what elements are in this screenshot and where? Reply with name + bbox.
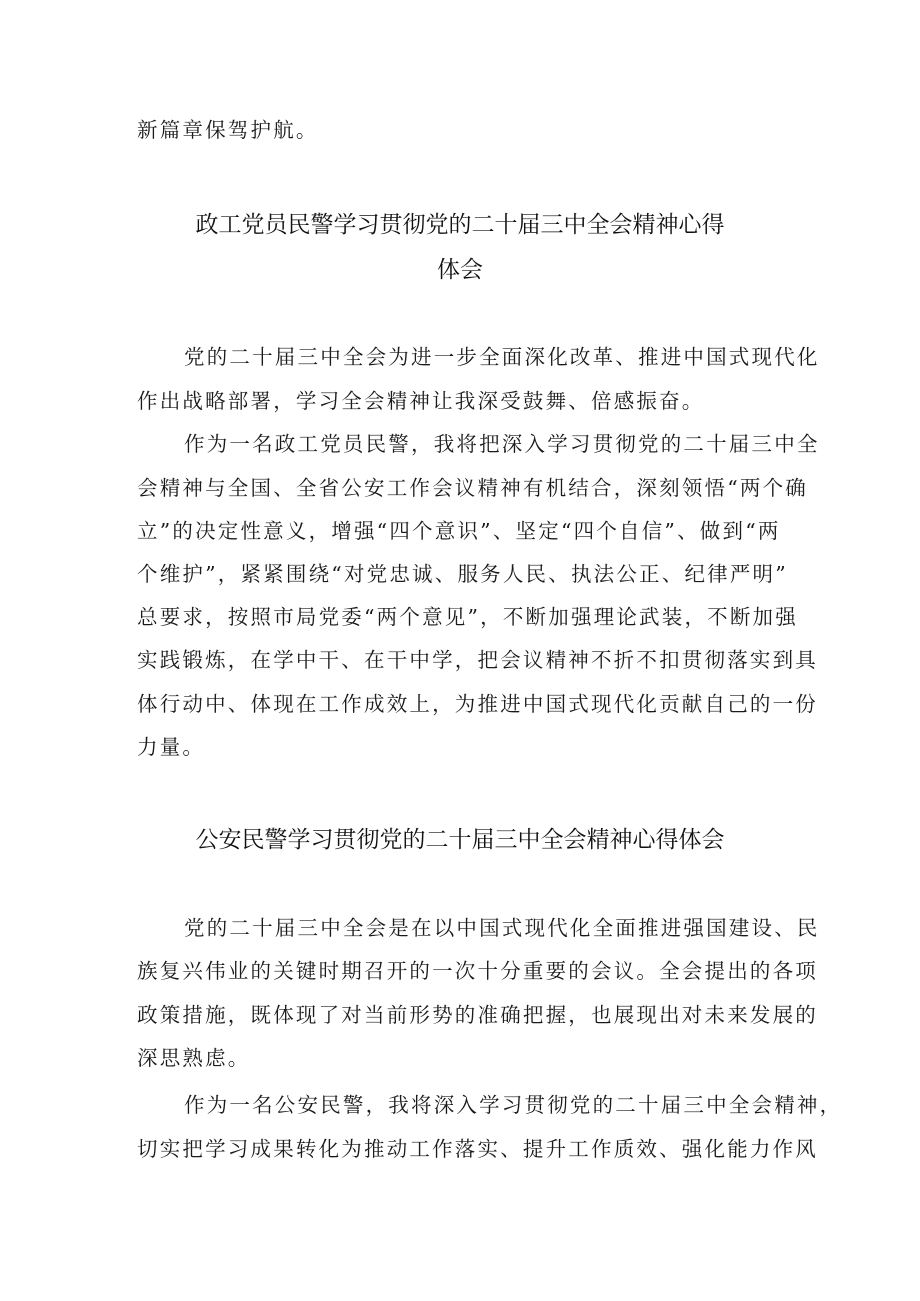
article2-para2-line: 切实把学习成果转化为推动工作落实、提升工作质效、强化能力作风 — [137, 1137, 818, 1161]
article1-para1-line: 作出战略部署，学习全会精神让我深受鼓舞、倍感振奋。 — [137, 389, 705, 413]
article1-para2-line: 会精神与全国、全省公安工作会议精神有机结合，深刻领悟“两个确 — [137, 476, 808, 500]
article1-title-line2: 体会 — [437, 257, 483, 283]
article2-title: 公安民警学习贯彻党的二十届三中全会精神心得体会 — [195, 827, 725, 853]
article1-title-line1: 政工党员民警学习贯彻党的二十届三中全会精神心得 — [195, 212, 725, 238]
article1-para2-line: 体行动中、体现在工作成效上，为推进中国式现代化贡献自己的一份 — [137, 692, 818, 716]
article1-para1-line: 党的二十届三中全会为进一步全面深化改革、推进中国式现代化 — [184, 345, 820, 369]
article2-para1-line: 政策措施，既体现了对当前形势的准确把握，也展现出对未来发展的 — [137, 1003, 818, 1027]
article2-para1-line: 深思熟虑。 — [137, 1046, 251, 1070]
article1-para2-line: 作为一名政工党员民警，我将把深入学习贯彻党的二十届三中全 — [184, 432, 820, 456]
article1-para2-line: 力量。 — [137, 735, 206, 759]
article2-para1-line: 族复兴伟业的关键时期召开的一次十分重要的会议。全会提出的各项 — [137, 959, 818, 983]
article1-para2-line: 总要求，按照市局党委“两个意见”，不断加强理论武装，不断加强 — [137, 605, 798, 629]
opening-text-line: 新篇章保驾护航。 — [137, 118, 319, 142]
article1-para2-line: 个维护”，紧紧围绕“对党忠诚、服务人民、执法公正、纪律严明” — [137, 562, 788, 586]
article1-para2-line: 立”的决定性意义，增强“四个意识”、坚定“四个自信”、做到“两 — [137, 519, 781, 543]
article2-para2-line: 作为一名公安民警，我将深入学习贯彻党的二十届三中全会精神， — [184, 1093, 843, 1117]
article2-para1-line: 党的二十届三中全会是在以中国式现代化全面推进强国建设、民 — [184, 916, 820, 940]
article1-para2-line: 实践锻炼，在学中干、在干中学，把会议精神不折不扣贯彻落实到具 — [137, 648, 818, 672]
